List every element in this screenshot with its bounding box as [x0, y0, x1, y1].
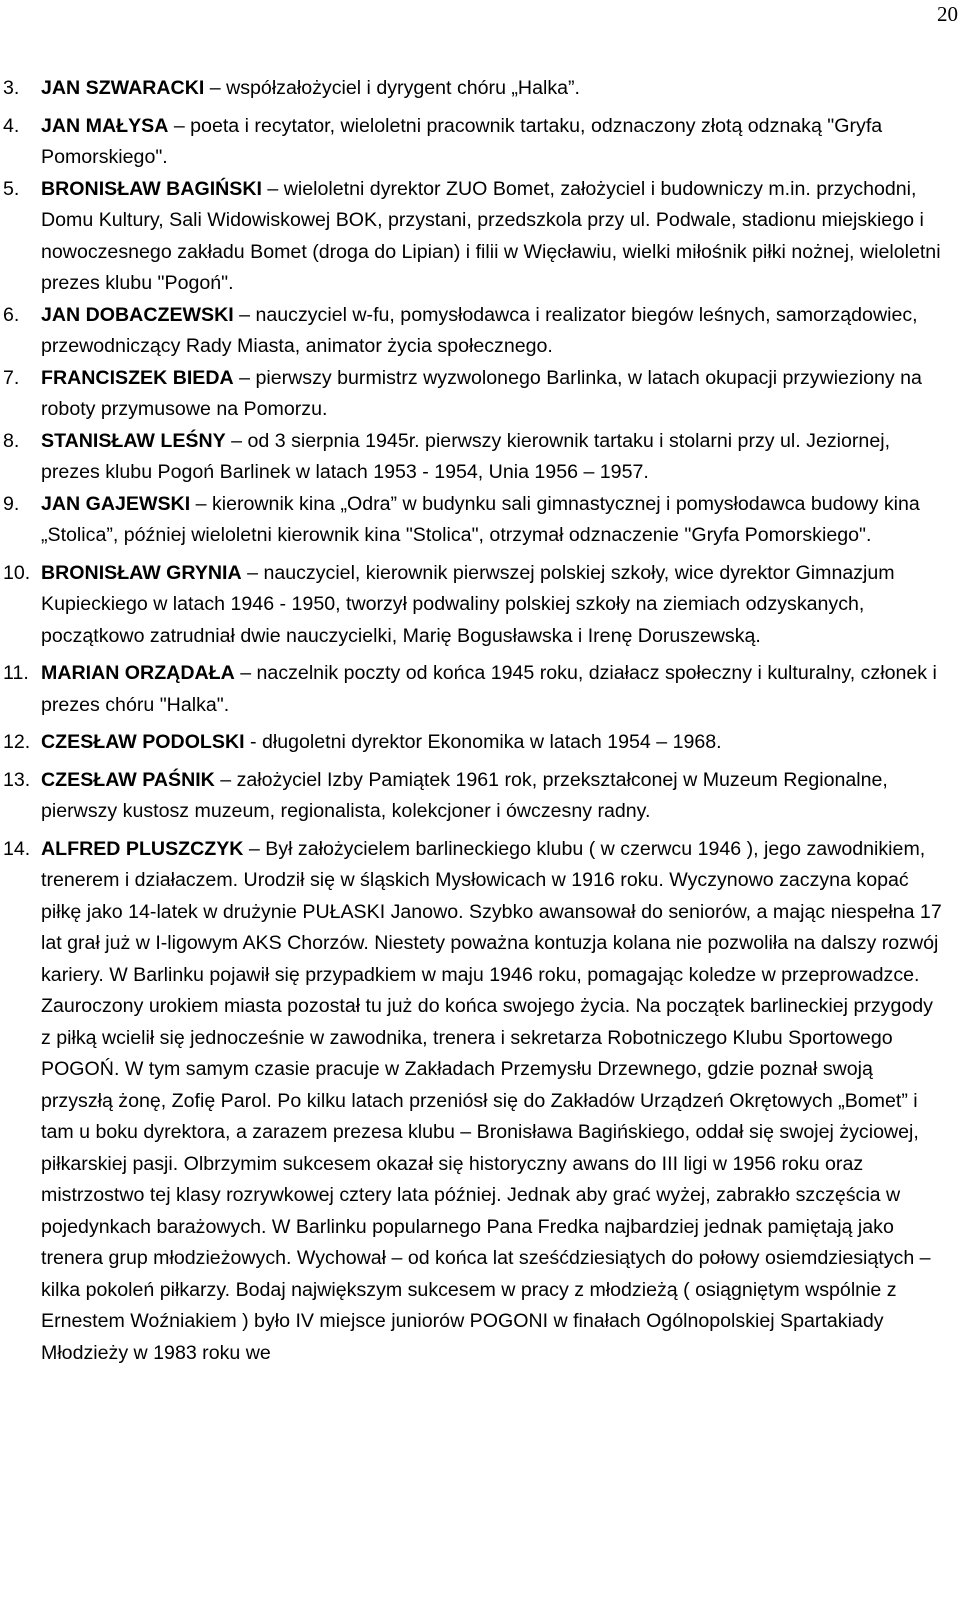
item-number: 9.: [3, 492, 20, 515]
person-description: – pierwszy burmistrz wyzwolonego Barlinka, w latach okupacji przywieziony na roboty przymusowe na Pomorzu.: [41, 366, 922, 420]
item-number: 8.: [3, 429, 20, 452]
list-item: [0, 300, 960, 363]
page-number: 20: [937, 2, 958, 26]
person-description: – poeta i recytator, wieloletni pracownik tartaku, odznaczony złotą odznaką "Gryfa Pomorskiego".: [41, 114, 883, 168]
list-item: [0, 727, 960, 759]
person-name: CZESŁAW PODOLSKI: [41, 731, 245, 753]
person-name: JAN MAŁYSA: [41, 114, 169, 137]
list-item: [0, 426, 960, 489]
person-name: ALFRED PLUSZCZYK: [41, 837, 244, 860]
list-item: [0, 765, 960, 828]
person-name: CZESŁAW PAŚNIK: [41, 768, 215, 791]
item-number: 13.: [3, 768, 31, 791]
item-number: 10.: [3, 561, 31, 584]
item-number: 4.: [3, 114, 20, 137]
list-item: [0, 658, 960, 721]
item-number: 5.: [3, 177, 20, 200]
person-name: JAN SZWARACKI: [41, 77, 205, 99]
person-name: JAN GAJEWSKI: [41, 492, 191, 515]
person-description: – wieloletni dyrektor ZUO Bomet, założyciel i budowniczy m.in. przychodni, Domu Kultury, Sali Widowiskowej BOK, przystani, przedszkola przy ul. Podwale, stadionu miejskiego i nowoczesnego zakładu Bomet (droga do Lipian) i filii w Więcławiu, wielki miłośnik piłki nożnej, wieloletni prezes klubu "Pogoń".: [41, 177, 941, 294]
list-item: [0, 73, 960, 105]
person-description: – współzałożyciel i dyrygent chóru „Halka”.: [204, 77, 580, 99]
item-number: 3.: [3, 77, 20, 99]
person-name: FRANCISZEK BIEDA: [41, 366, 234, 389]
list-item: [0, 111, 960, 174]
person-name: MARIAN ORZĄDAŁA: [41, 662, 235, 684]
person-description: – kierownik kina „Odra” w budynku sali gimnastycznej i pomysłodawca budowy kina „Stolica”, później wieloletni kierownik kina "Stolica", otrzymał odznaczenie "Gryfa Pomorskiego".: [41, 492, 920, 546]
person-name: BRONISŁAW BAGIŃSKI: [41, 177, 262, 200]
list-item: [0, 834, 960, 1370]
list-item: [0, 363, 960, 426]
person-name: BRONISŁAW GRYNIA: [41, 561, 242, 584]
person-description: – założyciel Izby Pamiątek 1961 rok, przekształconej w Muzeum Regionalne, pierwszy kustosz muzeum, regionalista, kolekcjoner i ówczesny radny.: [41, 768, 888, 822]
person-description: – nauczyciel w-fu, pomysłodawca i realizator biegów leśnych, samorządowiec, przewodniczący Rady Miasta, animator życia społecznego.: [41, 303, 918, 357]
item-number: 6.: [3, 303, 20, 326]
person-description: – nauczyciel, kierownik pierwszej polskiej szkoły, wice dyrektor Gimnazjum Kupieckiego w latach 1946 - 1950, tworzył podwaliny polskiej szkoły na ziemiach odzyskanych, początkowo zatrudniał dwie nauczycielki, Marię Bogusławska i Irenę Doruszewską.: [41, 561, 895, 647]
person-name: STANISŁAW LEŚNY: [41, 429, 226, 452]
person-description: – od 3 sierpnia 1945r. pierwszy kierownik tartaku i stolarni przy ul. Jeziornej, prezes klubu Pogoń Barlinek w latach 1953 - 1954, Unia 1956 – 1957.: [41, 429, 891, 483]
list-item: [0, 174, 960, 300]
item-number: 14.: [3, 837, 31, 860]
item-number: 11.: [3, 662, 29, 684]
list-item: [0, 489, 960, 552]
list-item: [0, 558, 960, 653]
item-number: 7.: [3, 366, 20, 389]
person-description: – naczelnik poczty od końca 1945 roku, działacz społeczny i kulturalny, członek i prezes chóru "Halka".: [41, 662, 937, 716]
person-description: - długoletni dyrektor Ekonomika w latach 1954 – 1968.: [244, 731, 722, 753]
person-name: JAN DOBACZEWSKI: [41, 303, 234, 326]
person-description: – Był założycielem barlineckiego klubu ( w czerwcu 1946 ), jego zawodnikiem, trenerem i działaczem. Urodził się w śląskich Mysłowicach w 1916 roku. Wyczynowo zaczyna kopać piłkę jako 14-latek w drużynie PUŁASKI Janowo. Szybko awansował do seniorów, a mając niespełna 17 lat grał już w I-ligowym AKS Chorzów. Niestety poważna kontuzja kolana nie pozwoliła na dalszy rozwój kariery. W Barlinku pojawił się przypadkiem w maju 1946 roku, pomagając koledze w przeprowadzce. Zauroczony urokiem miasta pozostał tu już do końca swojego życia. Na początek barlineckiej przygody z piłką wcielił się jednocześnie w zawodnika, trenera i sekretarza Robotniczego Klubu Sportowego POGOŃ. W tym samym czasie pracuje w Zakładach Przemysłu Drzewnego, gdzie poznał swoją przyszłą żonę, Zofię Parol. Po kilku latach przeniósł się do Zakładów Urządzeń Okrętowych „Bomet” i tam u boku dyrektora, a zarazem prezesa klubu – Bronisława Bagińskiego, oddał się swojej życiowej, piłkarskiej pasji. Olbrzymim sukcesem okazał się historyczny awans do III ligi w 1956 roku oraz mistrzostwo tej klasy rozrywkowej cztery lata później. Jednak aby grać wyżej, zabrakło szczęścia w pojedynkach barażowych. W Barlinku popularnego Pana Fredka najbardziej jednak pamiętają jako trenera grup młodzieżowych. Wychował – od końca lat sześćdziesiątych do połowy osiemdziesiątych – kilka pokoleń piłkarzy. Bodaj największym sukcesem w pracy z młodzieżą ( osiągniętym wspólnie z Ernestem Woźniakiem ) było IV miejsce juniorów POGONI w finałach Ogólnopolskiej Spartakiady Młodzieży w 1983 roku we: [41, 837, 942, 1364]
item-number: 12.: [3, 731, 31, 753]
people-list: [0, 73, 960, 1369]
